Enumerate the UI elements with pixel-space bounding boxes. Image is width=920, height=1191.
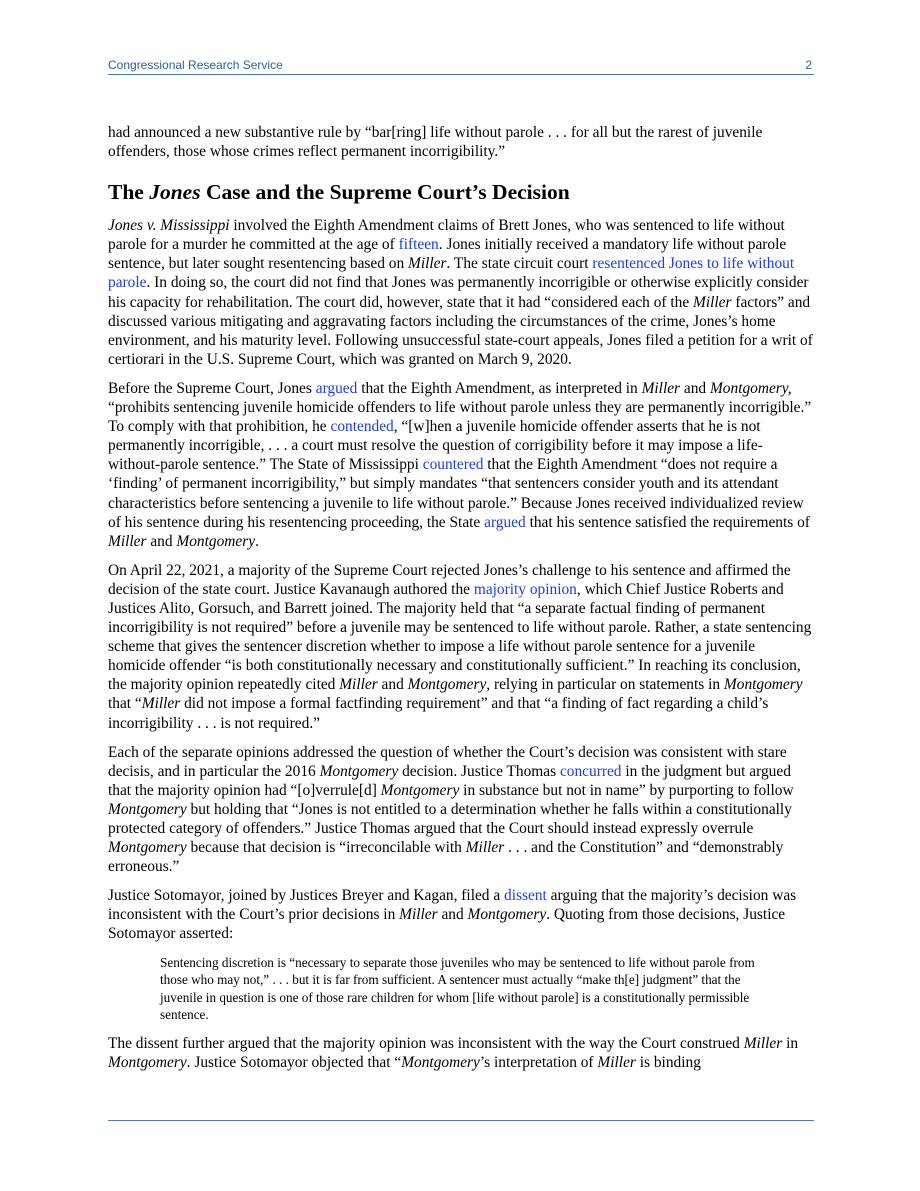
document-body xyxy=(108,123,814,1082)
case-reference: Miller xyxy=(641,379,681,397)
case-reference: Montgomery xyxy=(723,676,803,694)
link-countered[interactable]: countered xyxy=(422,456,484,474)
case-reference: Montgomery xyxy=(319,762,399,780)
text: that his sentence satisfied the requirements of xyxy=(525,513,810,531)
text: but holding that “Jones is not entitled to a determination whether he falls within a constitutionally protected category of offenders.” Justice Thomas argued that the Court should instead expressly overrule xyxy=(108,800,792,837)
case-citation: Jones v. Mississippi xyxy=(108,217,230,235)
text: and xyxy=(146,532,177,550)
case-reference: Miller xyxy=(339,676,378,694)
text: and xyxy=(377,676,408,694)
heading-text: The xyxy=(108,180,150,205)
case-reference: Miller xyxy=(465,839,505,857)
text: , relying in particular on statements in xyxy=(486,676,724,694)
case-reference: Montgomery, xyxy=(709,379,792,397)
text: . . . and the Constitution” and “demonstrably erroneous.” xyxy=(108,839,784,876)
text: On April 22, 2021, a majority of the Supreme Court rejected Jones’s challenge to his sentence and affirmed the decision of the state court. Justice Kavanaugh authored the xyxy=(108,561,791,598)
paragraph-case-background xyxy=(108,216,814,369)
text: “prohibits sentencing juvenile homicide offenders to life without parole unless they are permanently incorrigible.” To comply with that prohibition, he xyxy=(108,399,812,436)
link-argued-state[interactable]: argued xyxy=(484,513,526,531)
case-reference: Miller xyxy=(408,255,447,273)
link-argued[interactable]: argued xyxy=(315,379,358,397)
text: involved the Eighth Amendment claims of Brett Jones, who was sentenced to life without parole for a murder he committed at the age of xyxy=(108,217,785,254)
paragraph-arguments xyxy=(108,379,814,551)
case-reference: Montgomery xyxy=(401,1054,480,1072)
text: , “[w]hen a juvenile homicide offender asserts that he is not permanently incorrigible, . . . a court must resolve the question of corrigibility before it may impose a life-without-parole sentence.” The State of Mississippi xyxy=(108,418,763,474)
text: did not impose a formal factfinding requirement” and that “a finding of fact regarding a child’s incorrigibility . . . is not required.” xyxy=(108,695,769,732)
link-majority-opinion[interactable]: majority opinion xyxy=(473,580,577,598)
case-reference: Montgomery xyxy=(407,676,487,694)
link-dissent[interactable]: dissent xyxy=(504,887,547,905)
text: . Quoting from those decisions, Justice Sotomayor asserted: xyxy=(108,906,786,943)
text: . The state circuit court xyxy=(446,255,593,273)
paragraph-concurrence xyxy=(108,743,814,877)
heading-case-name: Jones xyxy=(149,180,201,205)
page-number: 2 xyxy=(805,58,812,72)
text: Each of the separate opinions addressed the question of whether the Court’s decision was consistent with stare decisis, and in particular the 2016 xyxy=(108,743,787,780)
footer-divider xyxy=(108,1120,814,1121)
text: because that decision is “irreconcilable with xyxy=(186,839,466,857)
page-header xyxy=(108,58,814,75)
text: that the Eighth Amendment “does not require a ‘finding’ of permanent incorrigibility,” but simply mandates “that sentencers consider youth and its attendant characteristics before sentencing a juvenile to life without parole.” Because Jones received individualized review of his sentence during his resentencing proceeding, the State xyxy=(108,456,804,531)
text: decision. Justice Thomas xyxy=(398,762,560,780)
case-reference: Miller xyxy=(693,293,732,311)
text: factors” and discussed various mitigating and aggravating factors including the circumstances of the crime, Jones’s home environment, and his maturity level. Following unsuccessful state-court appeals, Jones filed a petition for a writ of certiorari in the U.S. Supreme Court, which was granted on March 9, 2020. xyxy=(108,293,813,368)
case-reference: Montgomery xyxy=(108,839,187,857)
text: . In doing so, the court did not find that Jones was permanently incorrigible or otherwise explicitly consider his capacity for rehabilitation. The court did, however, state that it had “considered each of the xyxy=(108,274,809,311)
text: that “ xyxy=(108,695,142,713)
heading-text: Case and the Supreme Court’s Decision xyxy=(200,180,570,205)
case-reference: Miller xyxy=(141,695,181,713)
case-reference: Miller xyxy=(743,1034,783,1052)
text: . Justice Sotomayor objected that “ xyxy=(186,1054,402,1072)
text: ’s interpretation of xyxy=(479,1054,598,1072)
link-fifteen[interactable]: fifteen xyxy=(398,236,439,254)
text: , which Chief Justice Roberts and Justices Alito, Gorsuch, and Barrett joined. The majority held that “a separate factual finding of permanent incorrigibility is not required” before a juvenile may be sentenced to life without parole. Rather, a state sentencing scheme that gives the sentencer discretion whether to impose a life without parole sentence for a juvenile homicide offender “is both constitutionally necessary and constitutionally sufficient.” In reaching its conclusion, the majority opinion repeatedly cited xyxy=(108,580,812,694)
case-reference: Miller xyxy=(399,906,438,924)
text: and xyxy=(680,379,710,397)
text: in xyxy=(782,1034,799,1052)
paragraph-dissent-continued xyxy=(108,1034,814,1072)
text: is binding xyxy=(635,1054,701,1072)
case-reference: Montgomery xyxy=(176,532,256,550)
paragraph-majority xyxy=(108,561,814,733)
text: arguing that the majority’s decision was inconsistent with the Court’s prior decisions in xyxy=(108,887,797,924)
case-reference: Montgomery xyxy=(467,906,547,924)
text: that the Eighth Amendment, as interpreted in xyxy=(357,379,642,397)
block-quote: Sentencing discretion is “necessary to separate those juveniles who may be sentenced to life without parole from those who may not,” . . . but it is far from sufficient. A sentencer must actually “make th[e] judgment” that the juvenile in question is one of those rare children for whom [life without parole] is a constitutionally permissible sentence. xyxy=(160,954,755,1023)
case-reference: Montgomery xyxy=(380,781,460,799)
text: Before the Supreme Court, Jones xyxy=(108,379,316,397)
text: . Jones initially received a mandatory life without parole sentence, but later sought resentencing based on xyxy=(108,236,787,273)
text: in the judgment but argued that the majority opinion had “[o]verrule[d] xyxy=(108,762,791,799)
text: Justice Sotomayor, joined by Justices Breyer and Kagan, filed a xyxy=(108,887,505,905)
link-contended[interactable]: contended xyxy=(330,418,394,436)
case-reference: Montgomery xyxy=(108,800,187,818)
link-resentenced[interactable]: resentenced Jones to life without parole xyxy=(108,255,795,292)
text: in substance but not in name” by purporting to follow xyxy=(459,781,794,799)
text: The dissent further argued that the majority opinion was inconsistent with the way the Court construed xyxy=(108,1034,744,1052)
case-reference: Miller xyxy=(108,532,147,550)
link-concurred[interactable]: concurred xyxy=(559,762,622,780)
paragraph-dissent xyxy=(108,886,814,943)
section-heading xyxy=(108,179,814,205)
text: had announced a new substantive rule by “bar[ring] life without parole . . . for all but the rarest of juvenile offenders, those whose crimes reflect permanent incorrigibility.” xyxy=(108,124,763,161)
text: and xyxy=(437,906,468,924)
text: . xyxy=(255,532,259,550)
paragraph-continuation xyxy=(108,123,814,161)
header-org-name: Congressional Research Service xyxy=(108,58,283,72)
case-reference: Miller xyxy=(597,1054,636,1072)
case-reference: Montgomery xyxy=(108,1054,187,1072)
